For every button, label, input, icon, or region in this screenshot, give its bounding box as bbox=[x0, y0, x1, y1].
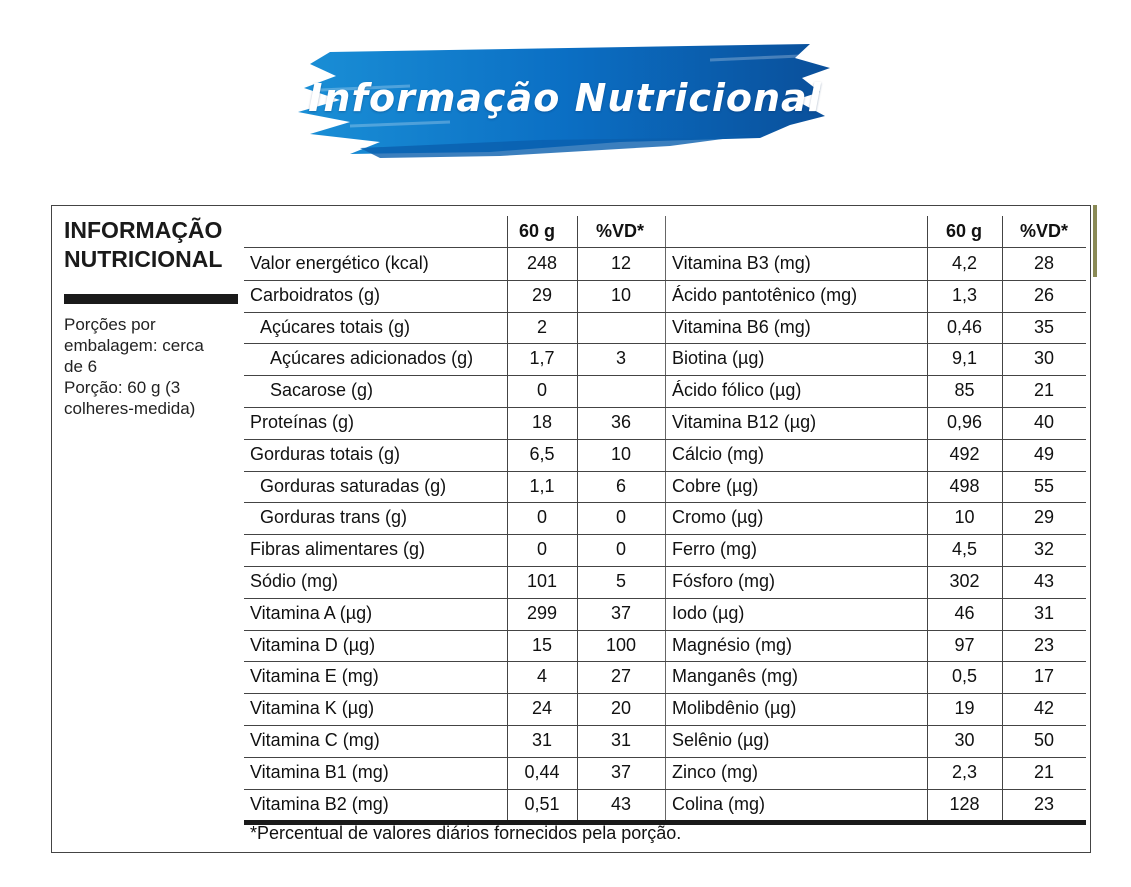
nutrient-label: Cromo (µg) bbox=[672, 507, 764, 528]
dv-cell: 20 bbox=[610, 698, 632, 719]
dv-cell bbox=[577, 312, 665, 343]
table-row bbox=[244, 630, 1086, 662]
amount-cell: 1,3 bbox=[951, 284, 978, 305]
dv-cell: 17 bbox=[1033, 666, 1055, 687]
serving-info bbox=[64, 314, 236, 419]
amount-cell: 101 bbox=[526, 571, 558, 591]
nutrient-label: Iodo (µg) bbox=[672, 602, 745, 623]
nutrient-label: Gorduras totais (g) bbox=[250, 443, 401, 464]
serving-line: colheres-medida) bbox=[64, 399, 196, 418]
table-row bbox=[244, 566, 1086, 598]
amount-cell: 29 bbox=[531, 284, 553, 305]
amount-cell: 46 bbox=[954, 602, 975, 623]
header-amount-right: 60 g bbox=[945, 221, 983, 241]
nutrient-label: Açúcares totais (g) bbox=[260, 316, 411, 337]
dv-cell: 21 bbox=[1033, 761, 1055, 782]
dv-cell: 0 bbox=[615, 507, 626, 528]
dv-cell: 27 bbox=[610, 666, 632, 687]
dv-cell: 10 bbox=[610, 443, 632, 464]
dv-cell: 6 bbox=[615, 475, 626, 496]
nutrient-label: Vitamina B3 (mg) bbox=[672, 253, 811, 273]
nutrition-facts-panel bbox=[51, 205, 1091, 853]
dv-cell: 100 bbox=[605, 634, 637, 655]
table-row bbox=[244, 502, 1086, 534]
dv-cell: 23 bbox=[1033, 634, 1055, 655]
dv-cell: 55 bbox=[1033, 475, 1055, 496]
dv-cell: 28 bbox=[1033, 253, 1055, 273]
amount-cell: 9,1 bbox=[951, 348, 978, 369]
nutrient-label: Gorduras trans (g) bbox=[260, 507, 408, 528]
nutrient-label: Gorduras saturadas (g) bbox=[260, 475, 447, 496]
amount-cell: 248 bbox=[526, 253, 558, 273]
dv-cell: 35 bbox=[1033, 316, 1055, 337]
nutrient-label: Colina (mg) bbox=[672, 793, 766, 814]
table-row bbox=[244, 439, 1086, 471]
table-row bbox=[244, 725, 1086, 757]
amount-cell: 97 bbox=[954, 634, 975, 655]
nutrient-label: Biotina (µg) bbox=[672, 348, 765, 369]
table-row bbox=[244, 661, 1086, 693]
amount-cell: 0,44 bbox=[524, 761, 560, 782]
table-row bbox=[244, 280, 1086, 312]
nutrient-label: Fósforo (mg) bbox=[672, 571, 776, 591]
amount-cell: 1,1 bbox=[529, 475, 555, 496]
title-banner bbox=[290, 30, 840, 160]
amount-cell: 10 bbox=[954, 507, 975, 528]
dv-cell: 37 bbox=[610, 761, 632, 782]
nutrient-label: Molibdênio (µg) bbox=[672, 698, 797, 719]
amount-cell: 128 bbox=[949, 793, 980, 814]
nutrient-label: Vitamina A (µg) bbox=[250, 602, 373, 623]
amount-cell: 31 bbox=[531, 730, 553, 750]
table-row bbox=[244, 789, 1086, 821]
dv-cell: 29 bbox=[1033, 507, 1055, 528]
dv-cell: 36 bbox=[610, 412, 632, 432]
nutrient-label: Vitamina B2 (mg) bbox=[250, 793, 389, 814]
dv-cell: 31 bbox=[610, 730, 632, 750]
amount-cell: 0 bbox=[536, 539, 547, 560]
nutrient-label: Carboidratos (g) bbox=[250, 284, 381, 305]
amount-cell: 15 bbox=[531, 634, 553, 655]
table-row bbox=[244, 693, 1086, 725]
serving-line: de 6 bbox=[64, 357, 98, 376]
nutrient-label: Manganês (mg) bbox=[672, 666, 799, 687]
dv-cell: 32 bbox=[1033, 539, 1055, 560]
dv-cell: 26 bbox=[1033, 284, 1055, 305]
amount-cell: 1,7 bbox=[529, 348, 555, 369]
dv-cell: 30 bbox=[1033, 348, 1055, 369]
nutrient-label: Ácido fólico (µg) bbox=[672, 380, 802, 401]
table-row bbox=[244, 598, 1086, 630]
amount-cell: 0,51 bbox=[524, 793, 560, 814]
nutrient-label: Cobre (µg) bbox=[672, 475, 759, 496]
title-rule bbox=[64, 294, 238, 304]
table-row bbox=[244, 312, 1086, 344]
dv-cell: 12 bbox=[610, 253, 632, 273]
serving-line: Porções por bbox=[64, 315, 156, 334]
dv-cell: 5 bbox=[615, 571, 626, 591]
table-row bbox=[244, 407, 1086, 439]
nutrition-table bbox=[244, 216, 1086, 816]
nutrient-label: Vitamina D (µg) bbox=[250, 634, 376, 655]
title-line-2: NUTRICIONAL bbox=[64, 246, 223, 272]
table-row bbox=[244, 471, 1086, 503]
amount-cell: 0 bbox=[536, 380, 547, 401]
table-row bbox=[244, 534, 1086, 566]
serving-line: Porção: 60 g (3 bbox=[64, 378, 181, 397]
table-row bbox=[244, 375, 1086, 407]
nutrient-label: Fibras alimentares (g) bbox=[250, 539, 426, 560]
dv-cell: 0 bbox=[615, 539, 626, 560]
nutrient-label: Selênio (µg) bbox=[672, 730, 770, 750]
dv-cell: 23 bbox=[1033, 793, 1055, 814]
table-row bbox=[244, 757, 1086, 789]
title-line-1: INFORMAÇÃO bbox=[64, 217, 223, 243]
amount-cell: 4 bbox=[536, 666, 547, 687]
nutrient-label: Sódio (mg) bbox=[250, 571, 339, 591]
nutrient-label: Vitamina C (mg) bbox=[250, 730, 380, 750]
amount-cell: 2,3 bbox=[951, 761, 978, 782]
nutrient-label: Vitamina B6 (mg) bbox=[672, 316, 811, 337]
amount-cell: 0,5 bbox=[951, 666, 978, 687]
table-row bbox=[244, 343, 1086, 375]
nutrient-label: Valor energético (kcal) bbox=[250, 253, 429, 273]
amount-cell: 299 bbox=[526, 602, 558, 623]
amount-cell: 18 bbox=[531, 412, 553, 432]
nutrient-label: Proteínas (g) bbox=[250, 412, 355, 432]
serving-line: embalagem: cerca bbox=[64, 336, 204, 355]
amount-cell: 30 bbox=[954, 730, 975, 750]
header-dv-right: %VD* bbox=[1019, 221, 1068, 241]
nutrient-label: Magnésio (mg) bbox=[672, 634, 793, 655]
nutrient-label: Sacarose (g) bbox=[270, 380, 374, 401]
dv-cell: 21 bbox=[1033, 380, 1055, 401]
amount-cell: 85 bbox=[954, 380, 975, 401]
dv-cell: 50 bbox=[1033, 730, 1055, 750]
footnote: *Percentual de valores diários fornecidos pela porção. bbox=[250, 823, 682, 843]
nutrient-label: Açúcares adicionados (g) bbox=[270, 348, 474, 369]
amount-cell: 302 bbox=[949, 571, 980, 591]
amount-cell: 2 bbox=[536, 316, 547, 337]
dv-cell: 42 bbox=[1033, 698, 1055, 719]
amount-cell: 498 bbox=[949, 475, 980, 496]
amount-cell: 492 bbox=[949, 443, 980, 464]
dv-cell: 37 bbox=[610, 602, 632, 623]
nutrient-label: Vitamina B12 (µg) bbox=[672, 412, 817, 432]
amount-cell: 0 bbox=[536, 507, 547, 528]
dv-cell: 43 bbox=[610, 793, 632, 814]
header-dv-left: %VD* bbox=[595, 221, 644, 241]
header-amount-left: 60 g bbox=[518, 221, 556, 241]
dv-cell: 3 bbox=[615, 348, 626, 369]
nutrient-label: Vitamina E (mg) bbox=[250, 666, 379, 687]
table-row bbox=[244, 248, 1086, 280]
amount-cell: 4,2 bbox=[951, 253, 978, 273]
edge-mark bbox=[1093, 205, 1097, 277]
nutrient-label: Vitamina K (µg) bbox=[250, 698, 375, 719]
amount-cell: 19 bbox=[954, 698, 975, 719]
nutrient-label: Ácido pantotênico (mg) bbox=[672, 284, 858, 305]
amount-cell: 24 bbox=[531, 698, 553, 719]
amount-cell: 0,46 bbox=[946, 316, 983, 337]
panel-title bbox=[64, 216, 236, 274]
dv-cell: 49 bbox=[1033, 443, 1055, 464]
dv-cell: 10 bbox=[610, 284, 632, 305]
dv-cell: 43 bbox=[1033, 571, 1055, 591]
nutrient-label: Ferro (mg) bbox=[672, 539, 757, 560]
dv-cell: 31 bbox=[1033, 602, 1055, 623]
banner-title: Informação Nutricional bbox=[308, 76, 822, 120]
nutrient-label: Vitamina B1 (mg) bbox=[250, 761, 389, 782]
amount-cell: 6,5 bbox=[529, 443, 555, 464]
nutrient-label: Cálcio (mg) bbox=[672, 443, 765, 464]
amount-cell: 0,96 bbox=[946, 412, 983, 432]
amount-cell: 4,5 bbox=[951, 539, 978, 560]
dv-cell: 40 bbox=[1033, 412, 1055, 432]
dv-cell bbox=[577, 375, 665, 406]
nutrient-label: Zinco (mg) bbox=[672, 761, 759, 782]
